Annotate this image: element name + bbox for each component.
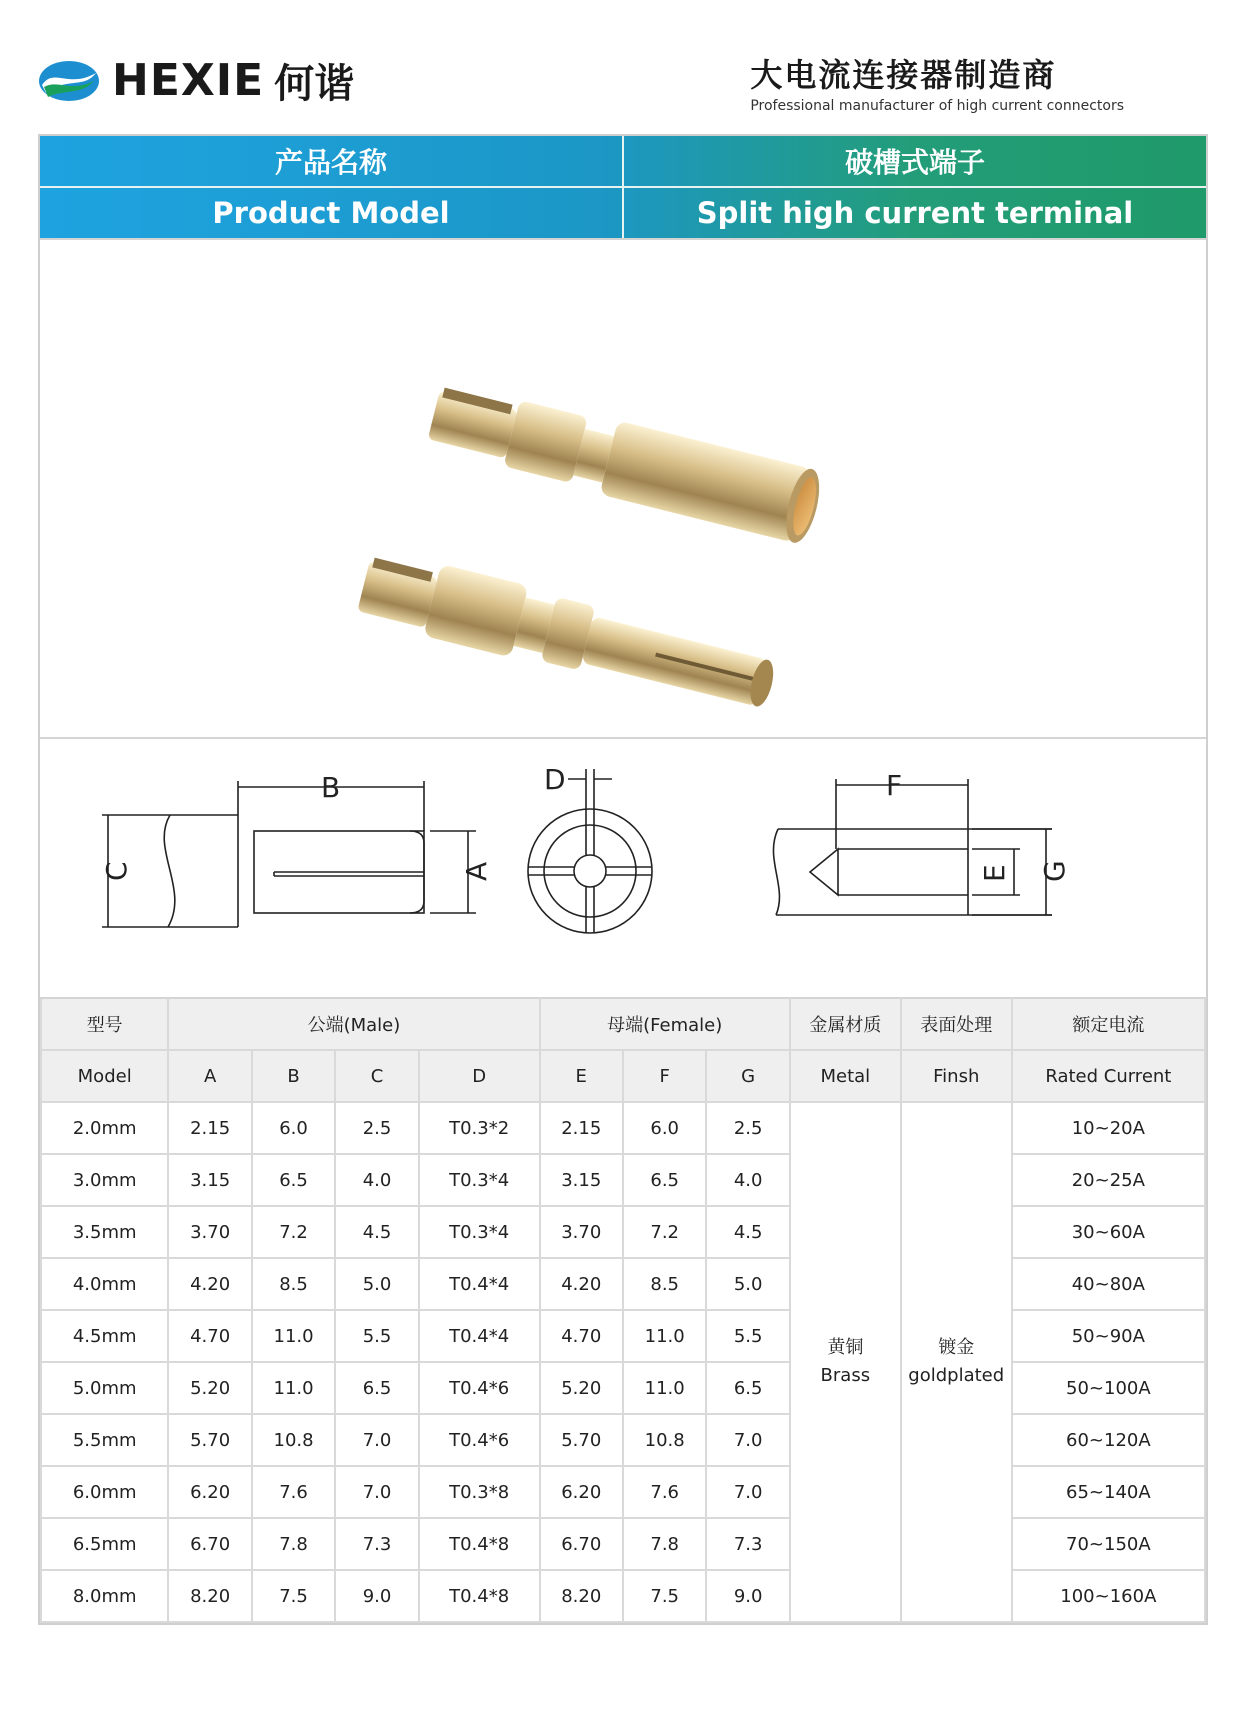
product-model-label: Product Model xyxy=(212,196,450,230)
cell-a: 6.20 xyxy=(168,1466,251,1518)
cell-c: 5.5 xyxy=(335,1310,418,1362)
product-sheet xyxy=(38,134,1208,1625)
cell-e: 6.70 xyxy=(540,1518,623,1570)
cell-model: 3.0mm xyxy=(41,1154,168,1206)
product-name-label-cn: 产品名称 xyxy=(274,146,387,179)
header-finish-cn: 表面处理 xyxy=(901,998,1012,1050)
header-male: 公端(Male) xyxy=(168,998,539,1050)
table-header-row-1 xyxy=(41,998,1205,1050)
title-band-cn xyxy=(40,136,1206,186)
cell-g: 6.5 xyxy=(706,1362,789,1414)
cell-g: 7.0 xyxy=(706,1466,789,1518)
spec-table-body xyxy=(41,1102,1205,1622)
cell-rated-current: 20~25A xyxy=(1012,1154,1205,1206)
cell-model: 8.0mm xyxy=(41,1570,168,1622)
cell-d: T0.4*8 xyxy=(419,1570,540,1622)
cell-f: 11.0 xyxy=(623,1362,706,1414)
cell-e: 5.70 xyxy=(540,1414,623,1466)
cell-rated-current: 100~160A xyxy=(1012,1570,1205,1622)
header-col-c: C xyxy=(335,1050,418,1102)
cell-g: 7.0 xyxy=(706,1414,789,1466)
cell-a: 4.70 xyxy=(168,1310,251,1362)
cell-model: 5.0mm xyxy=(41,1362,168,1414)
cell-d: T0.3*8 xyxy=(419,1466,540,1518)
cell-c: 7.3 xyxy=(335,1518,418,1570)
product-model-value: Split high current terminal xyxy=(622,188,1206,238)
header-col-a: A xyxy=(168,1050,251,1102)
tagline-cn: 大电流连接器制造商 xyxy=(750,56,1057,94)
dim-label-e: E xyxy=(978,864,1011,882)
cell-e: 3.70 xyxy=(540,1206,623,1258)
cell-e: 4.70 xyxy=(540,1310,623,1362)
cell-b: 6.0 xyxy=(252,1102,335,1154)
material-en: Brass xyxy=(820,1365,871,1386)
header-col-g: G xyxy=(706,1050,789,1102)
cell-b: 7.6 xyxy=(252,1466,335,1518)
cell-b: 7.5 xyxy=(252,1570,335,1622)
cell-a: 8.20 xyxy=(168,1570,251,1622)
header-col-b: B xyxy=(252,1050,335,1102)
dimension-drawing xyxy=(40,737,1206,997)
tagline xyxy=(750,50,1124,114)
cell-c: 4.5 xyxy=(335,1206,418,1258)
cell-model: 5.5mm xyxy=(41,1414,168,1466)
cell-c: 2.5 xyxy=(335,1102,418,1154)
header-metal-cn: 金属材质 xyxy=(790,998,901,1050)
cell-d: T0.3*4 xyxy=(419,1206,540,1258)
cell-f: 11.0 xyxy=(623,1310,706,1362)
cell-c: 5.0 xyxy=(335,1258,418,1310)
cell-f: 6.0 xyxy=(623,1102,706,1154)
header-col-f: F xyxy=(623,1050,706,1102)
cell-rated-current: 50~90A xyxy=(1012,1310,1205,1362)
brand-name: HEXIE xyxy=(112,55,265,106)
cell-f: 6.5 xyxy=(623,1154,706,1206)
material-cn: 黄铜 xyxy=(827,1337,864,1358)
cell-rated-current: 30~60A xyxy=(1012,1206,1205,1258)
dim-label-b: B xyxy=(321,771,341,804)
cell-f: 8.5 xyxy=(623,1258,706,1310)
cell-f: 7.2 xyxy=(623,1206,706,1258)
tagline-en: Professional manufacturer of high current connectors xyxy=(750,98,1124,114)
cell-b: 10.8 xyxy=(252,1414,335,1466)
cell-model: 4.5mm xyxy=(41,1310,168,1362)
header-metal-en: Metal xyxy=(790,1050,901,1102)
header-current-cn: 额定电流 xyxy=(1012,998,1205,1050)
cell-g: 2.5 xyxy=(706,1102,789,1154)
cell-rated-current: 60~120A xyxy=(1012,1414,1205,1466)
cell-e: 2.15 xyxy=(540,1102,623,1154)
cell-b: 6.5 xyxy=(252,1154,335,1206)
cell-f: 7.6 xyxy=(623,1466,706,1518)
spec-table xyxy=(40,997,1206,1623)
cell-f: 7.8 xyxy=(623,1518,706,1570)
table-row xyxy=(41,1414,1205,1466)
header-col-d: D xyxy=(419,1050,540,1102)
cell-a: 6.70 xyxy=(168,1518,251,1570)
cell-e: 8.20 xyxy=(540,1570,623,1622)
dim-label-c: C xyxy=(100,861,133,881)
cell-f: 7.5 xyxy=(623,1570,706,1622)
cell-d: T0.4*4 xyxy=(419,1258,540,1310)
header-model-en: Model xyxy=(41,1050,168,1102)
table-row xyxy=(41,1154,1205,1206)
product-photo xyxy=(40,238,1206,737)
header-female: 母端(Female) xyxy=(540,998,790,1050)
table-header-row-2 xyxy=(41,1050,1205,1102)
cell-e: 3.15 xyxy=(540,1154,623,1206)
cell-model: 6.5mm xyxy=(41,1518,168,1570)
cell-g: 9.0 xyxy=(706,1570,789,1622)
cell-c: 9.0 xyxy=(335,1570,418,1622)
header-current-en: Rated Current xyxy=(1012,1050,1205,1102)
cell-a: 3.70 xyxy=(168,1206,251,1258)
cell-rated-current: 10~20A xyxy=(1012,1102,1205,1154)
dimension-drawing-image xyxy=(40,739,1206,997)
cell-rated-current: 65~140A xyxy=(1012,1466,1205,1518)
dim-label-a: A xyxy=(460,861,493,881)
table-row xyxy=(41,1466,1205,1518)
cell-d: T0.4*4 xyxy=(419,1310,540,1362)
cell-g: 4.0 xyxy=(706,1154,789,1206)
cell-metal xyxy=(790,1102,901,1622)
cell-a: 5.20 xyxy=(168,1362,251,1414)
cell-e: 4.20 xyxy=(540,1258,623,1310)
cell-g: 5.5 xyxy=(706,1310,789,1362)
cell-e: 5.20 xyxy=(540,1362,623,1414)
cell-c: 7.0 xyxy=(335,1414,418,1466)
cell-d: T0.4*6 xyxy=(419,1414,540,1466)
table-row xyxy=(41,1310,1205,1362)
cell-b: 8.5 xyxy=(252,1258,335,1310)
cell-b: 7.2 xyxy=(252,1206,335,1258)
brand-name-cn: 何谐 xyxy=(274,61,355,107)
cell-a: 2.15 xyxy=(168,1102,251,1154)
cell-b: 11.0 xyxy=(252,1362,335,1414)
cell-b: 11.0 xyxy=(252,1310,335,1362)
cell-finish xyxy=(901,1102,1012,1622)
cell-a: 4.20 xyxy=(168,1258,251,1310)
cell-d: T0.4*6 xyxy=(419,1362,540,1414)
cell-model: 4.0mm xyxy=(41,1258,168,1310)
header-col-e: E xyxy=(540,1050,623,1102)
title-band-en xyxy=(40,186,1206,238)
cell-c: 6.5 xyxy=(335,1362,418,1414)
cell-rated-current: 70~150A xyxy=(1012,1518,1205,1570)
header-model-cn: 型号 xyxy=(41,998,168,1050)
cell-rated-current: 40~80A xyxy=(1012,1258,1205,1310)
dim-label-g: G xyxy=(1038,860,1071,882)
cell-rated-current: 50~100A xyxy=(1012,1362,1205,1414)
product-name-value-cn: 破槽式端子 xyxy=(622,136,1206,186)
cell-a: 3.15 xyxy=(168,1154,251,1206)
cell-c: 4.0 xyxy=(335,1154,418,1206)
table-row xyxy=(41,1362,1205,1414)
dim-label-d: D xyxy=(544,763,566,796)
cell-a: 5.70 xyxy=(168,1414,251,1466)
cell-model: 3.5mm xyxy=(41,1206,168,1258)
cell-g: 5.0 xyxy=(706,1258,789,1310)
cell-c: 7.0 xyxy=(335,1466,418,1518)
terminal-photo-image xyxy=(40,240,1206,737)
cell-g: 4.5 xyxy=(706,1206,789,1258)
header-finish-en: Finsh xyxy=(901,1050,1012,1102)
table-row xyxy=(41,1518,1205,1570)
dim-label-f: F xyxy=(886,769,903,802)
cell-g: 7.3 xyxy=(706,1518,789,1570)
cell-model: 6.0mm xyxy=(41,1466,168,1518)
page-header xyxy=(0,0,1244,130)
cell-e: 6.20 xyxy=(540,1466,623,1518)
cell-f: 10.8 xyxy=(623,1414,706,1466)
cell-model: 2.0mm xyxy=(41,1102,168,1154)
cell-d: T0.3*2 xyxy=(419,1102,540,1154)
brand-logo xyxy=(38,52,354,109)
cell-d: T0.4*8 xyxy=(419,1518,540,1570)
plating-en: goldplated xyxy=(908,1365,1005,1386)
cell-b: 7.8 xyxy=(252,1518,335,1570)
table-row xyxy=(41,1570,1205,1622)
plating-cn: 镀金 xyxy=(938,1337,975,1358)
table-row xyxy=(41,1102,1205,1154)
table-row xyxy=(41,1206,1205,1258)
table-row xyxy=(41,1258,1205,1310)
cell-d: T0.3*4 xyxy=(419,1154,540,1206)
hexie-logo-icon xyxy=(38,59,100,103)
